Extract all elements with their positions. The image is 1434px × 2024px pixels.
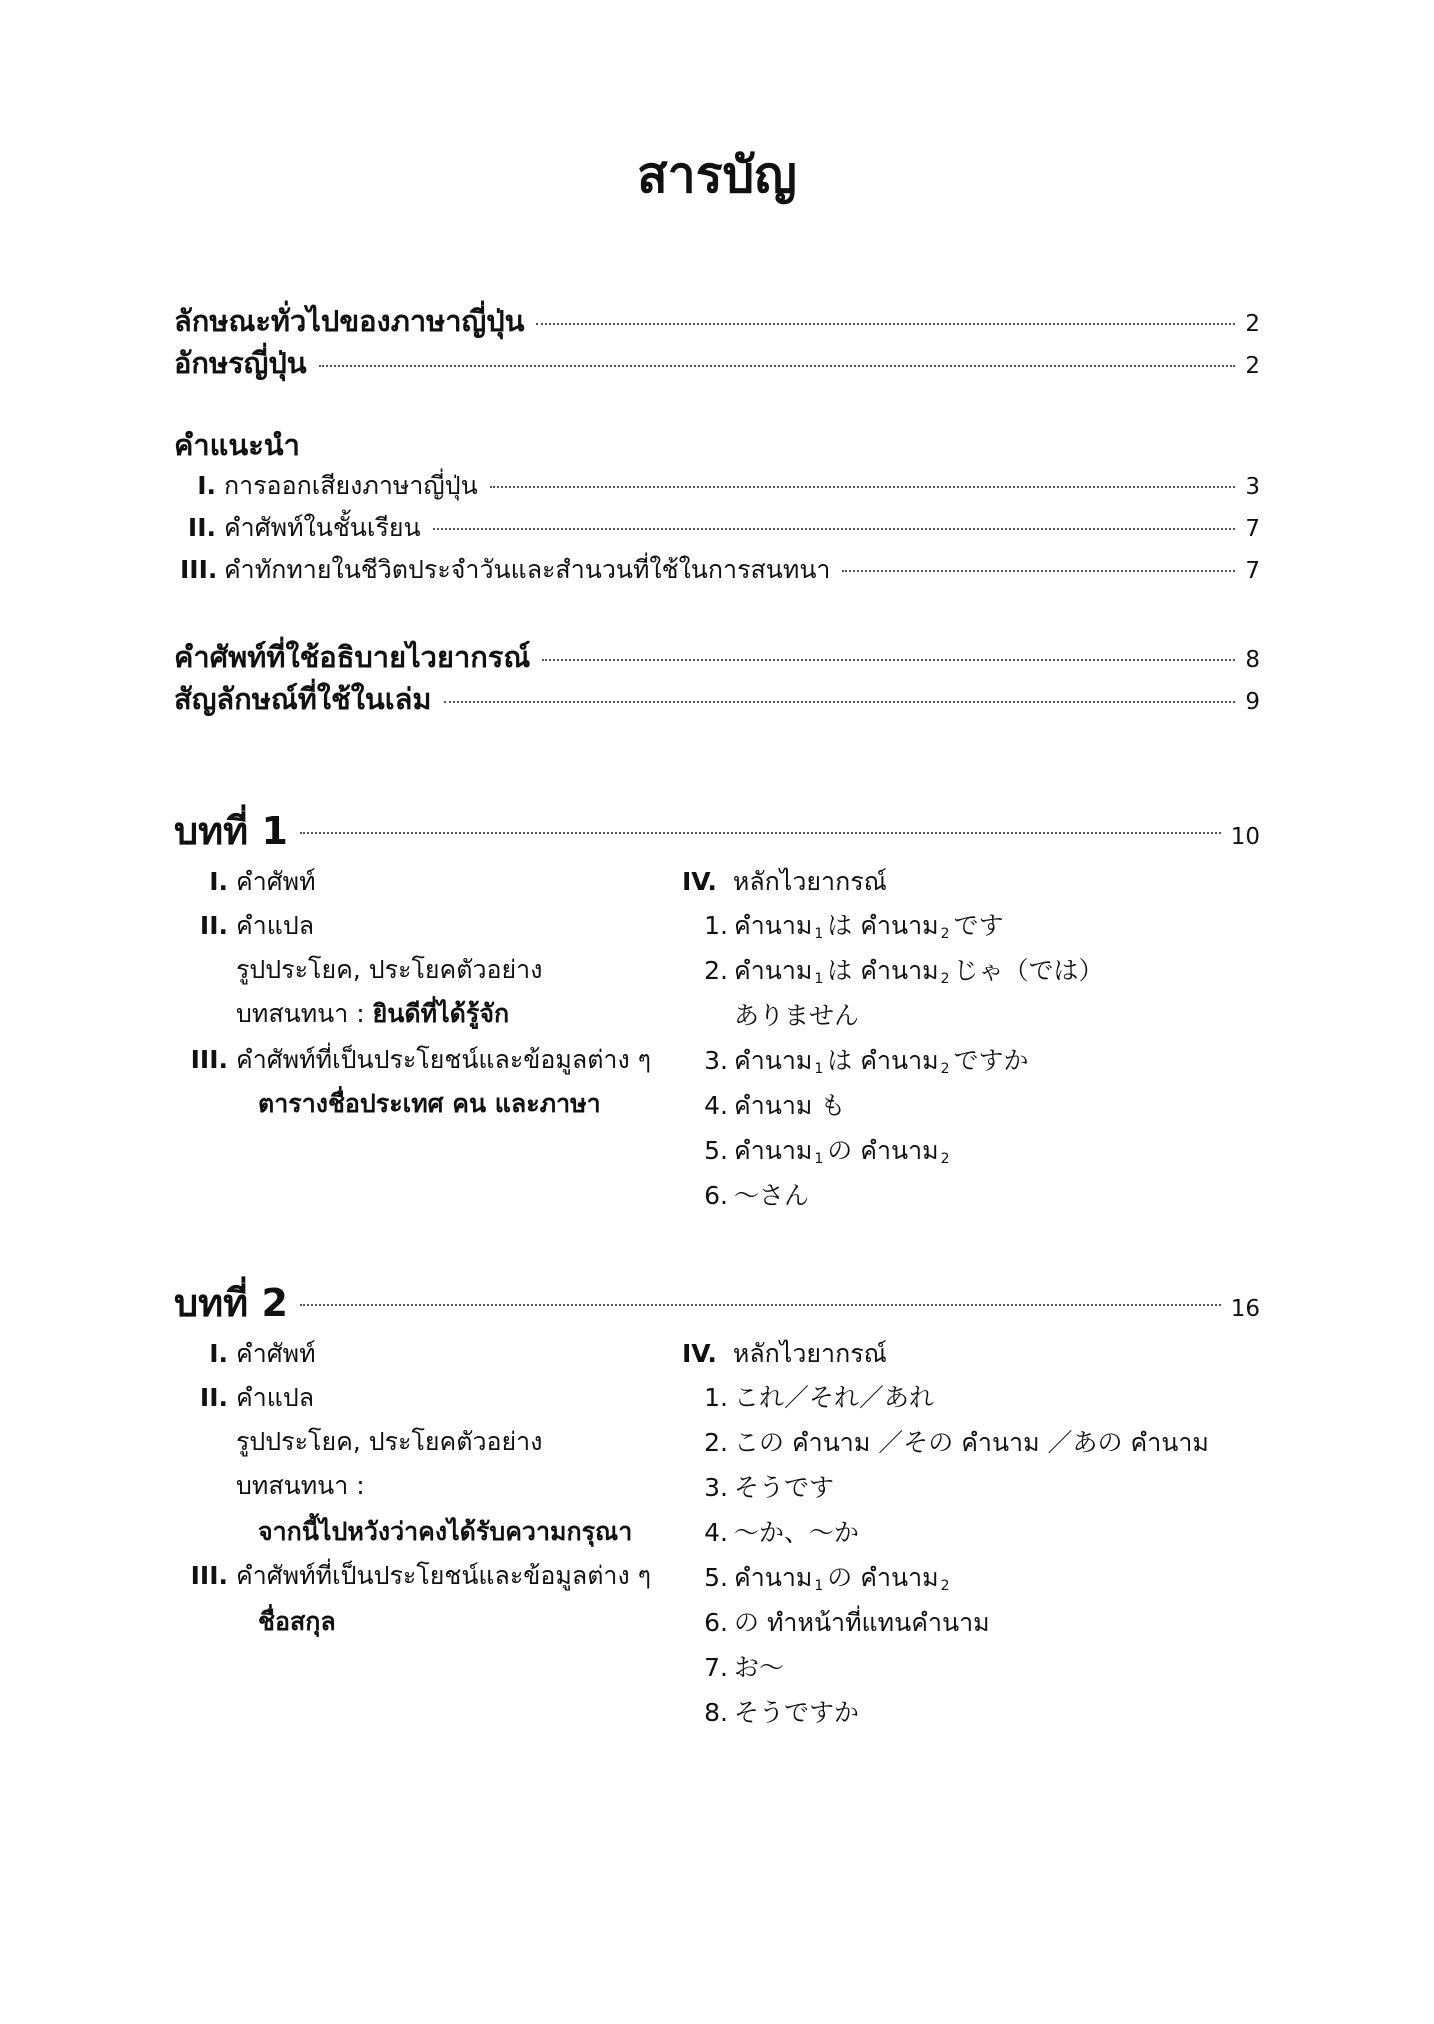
dot-leader [300,1303,1221,1306]
grammar-point [700,908,1004,952]
grammar-point-text: これ／それ／あれ [734,1383,935,1412]
grammar-point [700,998,859,1034]
dialogue-title: ยินดีที่ได้รู้จัก [372,999,510,1028]
grammar-point [700,1178,809,1214]
lesson-2-grammar-heading: IV. หลักไวยากรณ์ [682,1339,887,1368]
lesson-1-section-iii-sub: ตารางชื่อประเทศ คน และภาษา [258,1089,601,1118]
toc-entry-page: 9 [1245,689,1260,715]
grammar-point [700,1560,954,1604]
grammar-point-number: 4. [704,1091,728,1120]
toc-entry[interactable] [180,466,1260,506]
grammar-point-text: ～か、～か [734,1518,860,1547]
toc-entry-label: ลักษณะทั่วไปของภาษาญี่ปุ่น [174,304,525,338]
grammar-point-text: ～さん [734,1181,810,1210]
lesson-1-section-ii: II. คำแปล [199,911,315,940]
lesson-2-section-ii: II. คำแปล [199,1383,315,1412]
toc-entry-page: 8 [1245,647,1260,673]
toc-entry[interactable] [174,676,1260,722]
grammar-point-text: です [953,911,1004,940]
lesson-2-title: บทที่ 2 [174,1281,288,1325]
grammar-point-number: 2. [704,956,728,985]
roman-numeral: III. [180,555,218,584]
grammar-point-text: ですか [953,1046,1029,1075]
lesson-2-dialogue-prefix: บทสนทนา : [236,1471,365,1500]
grammar-point-number: 7. [704,1653,728,1682]
grammar-point [700,1425,1209,1461]
grammar-point-text: は คำนาม [827,1046,939,1075]
roman-numeral: II. [187,513,216,542]
grammar-point-number: 3. [704,1473,728,1502]
dot-leader [536,322,1235,325]
grammar-point-number: 4. [704,1518,728,1547]
dot-leader [444,700,1236,703]
subscript: 1 [814,1578,824,1594]
lesson-2-section-iii: III. คำศัพท์ที่เป็นประโยชน์และข้อมูลต่าง ๆ [190,1561,652,1590]
subscript: 2 [940,971,950,987]
grammar-point [700,1695,859,1731]
grammar-point-text: じゃ（では） [953,956,1104,985]
grammar-point-number: 1. [704,911,728,940]
subscript: 1 [814,1061,824,1077]
grammar-point-text: ありません [734,1001,860,1030]
grammar-point [700,1650,784,1686]
dot-leader [490,485,1236,488]
toc-entry-page: 3 [1245,474,1260,500]
dialogue-title: จากนี้ไปหวังว่าคงได้รับความกรุณา [258,1517,633,1546]
toc-entry-page: 2 [1245,311,1260,337]
grammar-point-number: 2. [704,1428,728,1457]
grammar-point-number: 6. [704,1181,728,1210]
grammar-point-text: คำนาม [734,956,813,985]
grammar-point-number: 3. [704,1046,728,1075]
lesson-2-section-i: I. คำศัพท์ [209,1339,316,1368]
grammar-point-number: 1. [704,1383,728,1412]
grammar-point-number: 5. [704,1136,728,1165]
grammar-point-text: คำนาม [734,911,813,940]
dot-leader [319,364,1236,367]
roman-numeral: I. [197,471,216,500]
grammar-point-text: の คำนาม [827,1563,939,1592]
grammar-point [700,1380,934,1416]
toc-entry-label: คำทักทายในชีวิตประจำวันและสำนวนที่ใช้ในการสนทนา [223,555,831,584]
grammar-point-text: お～ [734,1653,785,1682]
lesson-2-section-iii-sub: ชื่อสกุล [258,1607,336,1636]
grammar-point [700,1515,859,1551]
subscript: 2 [940,1151,950,1167]
toc-entry-label: คำศัพท์ที่ใช้อธิบายไวยากรณ์ [174,640,531,674]
lesson-2-page: 16 [1230,1296,1260,1322]
toc-entry-page: 7 [1245,558,1260,584]
toc-entry[interactable] [174,340,1260,386]
subscript: 2 [940,926,950,942]
dot-leader [433,527,1236,530]
toc-entry[interactable] [180,550,1260,590]
toc-entry[interactable] [180,508,1260,548]
lesson-1-page: 10 [1230,824,1260,850]
grammar-point [700,953,1104,997]
grammar-point-number: 6. [704,1608,728,1637]
toc-entry[interactable] [174,634,1260,680]
grammar-point-number: 8. [704,1698,728,1727]
lesson-1-section-i: I. คำศัพท์ [209,867,316,896]
dot-leader [542,658,1235,661]
lesson-1-section-iii: III. คำศัพท์ที่เป็นประโยชน์และข้อมูลต่าง ๆ [190,1045,652,1074]
grammar-point [700,1133,954,1177]
lesson-1-grammar-heading: IV. หลักไวยากรณ์ [682,867,887,896]
grammar-point-text: この คำนาม ／その คำนาม ／あの คำนาม [734,1428,1209,1457]
grammar-point-text: คำนาม [734,1136,813,1165]
lesson-1-section-ii-sub: รูปประโยค, ประโยคตัวอย่าง [236,955,543,984]
subscript: 1 [814,1151,824,1167]
intro-heading: คำแนะนำ [174,428,300,462]
grammar-point-text: は คำนาม [827,956,939,985]
grammar-point-text: คำนาม [734,1563,813,1592]
grammar-point-text: は คำนาม [827,911,939,940]
toc-entry-page: 7 [1245,516,1260,542]
subscript: 2 [940,1061,950,1077]
toc-entry[interactable] [174,298,1260,344]
grammar-point-number: 5. [704,1563,728,1592]
grammar-point [700,1043,1029,1087]
grammar-point [700,1470,834,1506]
toc-entry-label: อักษรญี่ปุ่น [174,346,307,380]
subscript: 1 [814,926,824,942]
subscript: 2 [940,1578,950,1594]
grammar-point [700,1088,845,1124]
toc-entry-label: การออกเสียงภาษาญี่ปุ่น [223,471,478,500]
toc-entry-label: คำศัพท์ในชั้นเรียน [223,513,421,542]
toc-entry-page: 2 [1245,353,1260,379]
grammar-point-text: คำนาม も [734,1091,846,1120]
grammar-point-text: の ทำหน้าที่แทนคำนาม [734,1608,990,1637]
lesson-2-section-ii-sub: รูปประโยค, ประโยคตัวอย่าง [236,1427,543,1456]
lesson-1-entry[interactable] [174,800,1260,861]
page-title: สารบัญ [637,146,797,204]
subscript: 1 [814,971,824,987]
grammar-point [700,1605,990,1641]
grammar-point-text: の คำนาม [827,1136,939,1165]
lesson-2-entry[interactable] [174,1272,1260,1333]
toc-entry-label: สัญลักษณ์ที่ใช้ในเล่ม [174,682,432,716]
grammar-point-text: そうです [734,1473,835,1502]
dot-leader [842,569,1235,572]
dot-leader [300,831,1221,834]
grammar-point-text: そうですか [734,1698,860,1727]
grammar-point-text: คำนาม [734,1046,813,1075]
lesson-1-title: บทที่ 1 [174,809,288,853]
lesson-1-dialogue: บทสนทนา : ยินดีที่ได้รู้จัก [236,999,510,1028]
